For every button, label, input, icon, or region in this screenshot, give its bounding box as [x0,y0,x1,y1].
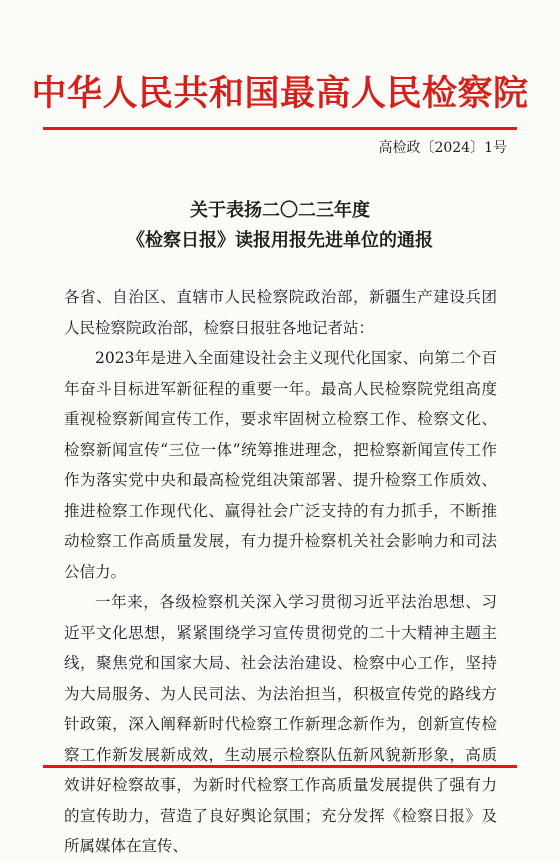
body-paragraph-1: 2023年是进入全面建设社会主义现代化国家、向第二个百年奋斗目标进军新征程的重要一年。最高人民检察院党组高度重视检察新闻宣传工作，要求牢固树立检察工作、检察文化、检察新闻宣传“三位一体”统筹推进理念，把检察新闻宣传工作作为落实党中央和最高检党组决策部署、提升检察工作质效、推进检察工作现代化、赢得社会广泛支持的有力抓手，不断推动检察工作高质量发展，有力提升检察机关社会影响力和司法公信力。 [64,349,497,581]
issuer-header: 中华人民共和国最高人民检察院 [31,73,529,114]
footer-red-rule [43,765,517,768]
document-number: 高检政〔2024〕1号 [378,140,507,156]
notice-title [0,196,560,256]
notice-title-line-2: 《检察日报》读报用报先进单位的通报 [127,230,433,251]
addressee: 各省、自治区、直辖市人民检察院政治部，新疆生产建设兵团人民检察院政治部，检察日报驻各地记者站： [64,288,497,337]
header-red-rule [43,127,517,130]
document-body [64,282,497,862]
body-paragraph-2: 一年来，各级检察机关深入学习贯彻习近平法治思想、习近平文化思想，紧紧围绕学习宣传贯彻党的二十大精神主题主线，聚焦党和国家大局、社会法治建设、检察中心工作，坚持为大局服务、为人民司法、为法治担当，积极宣传党的路线方针政策，深入阐释新时代检察工作新理念新作为，创新宣传检察工作新发展新成效，生动展示检察队伍新风貌新形象，高质效讲好检察故事，为新时代检察工作高质量发展提供了强有力的宣传助力，营造了良好舆论氛围；充分发挥《检察日报》及所属媒体在宣传、 [64,593,497,855]
notice-title-line-1: 关于表扬二〇二三年度 [190,200,370,221]
